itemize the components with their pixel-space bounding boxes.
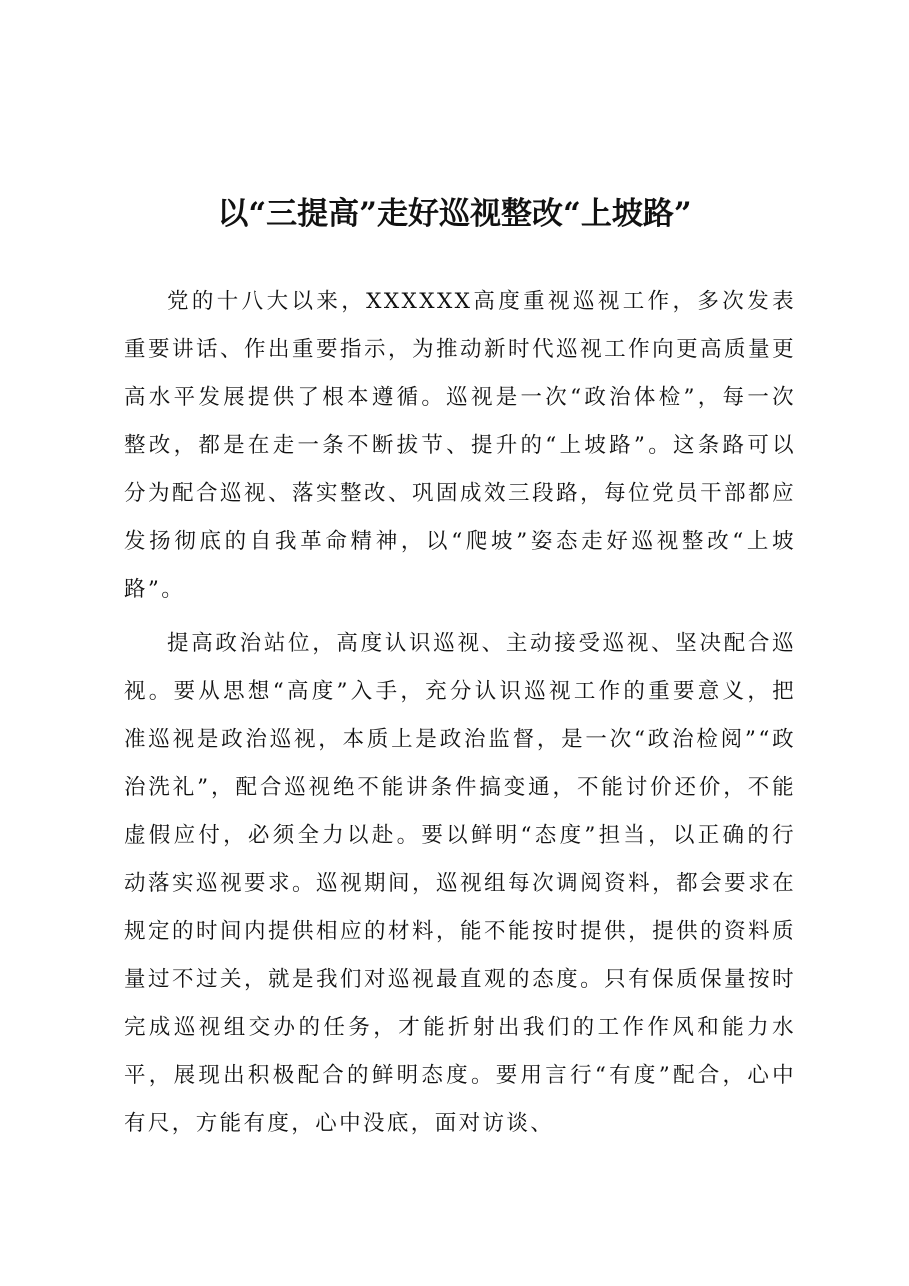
document-body [124,278,796,1154]
paragraph-2: 提高政治站位，高度认识巡视、主动接受巡视、坚决配合巡视。要从思想“高度”入手，充分认识巡视工作的重要意义，把准巡视是政治巡视，本质上是政治监督，是一次“政治检阅”“政治洗礼”，配合巡视绝不能讲条件搞变通，不能讨价还价，不能虚假应付，必须全力以赴。要以鲜明“态度”担当，以正确的行动落实巡视要求。巡视期间，巡视组每次调阅资料，都会要求在规定的时间内提供相应的材料，能不能按时提供，提供的资料质量过不过关，就是我们对巡视最直观的态度。只有保质保量按时完成巡视组交办的任务，才能折射出我们的工作作风和能力水平，展现出积极配合的鲜明态度。要用言行“有度”配合，心中有尺，方能有度，心中没底，面对访谈、 [124,631,796,1136]
document-title: 以“三提高”走好巡视整改“上坡路” [217,196,692,232]
paragraph-1: 党的十八大以来，XXXXXX高度重视巡视工作，多次发表重要讲话、作出重要指示，为推动新时代巡视工作向更高质量更高水平发展提供了根本遵循。巡视是一次“政治体检”，每一次整改，都是在走一条不断拔节、提升的“上坡路”。这条路可以分为配合巡视、落实整改、巩固成效三段路，每位党员干部都应发扬彻底的自我革命精神，以“爬坡”姿态走好巡视整改“上坡路”。 [124,289,796,602]
